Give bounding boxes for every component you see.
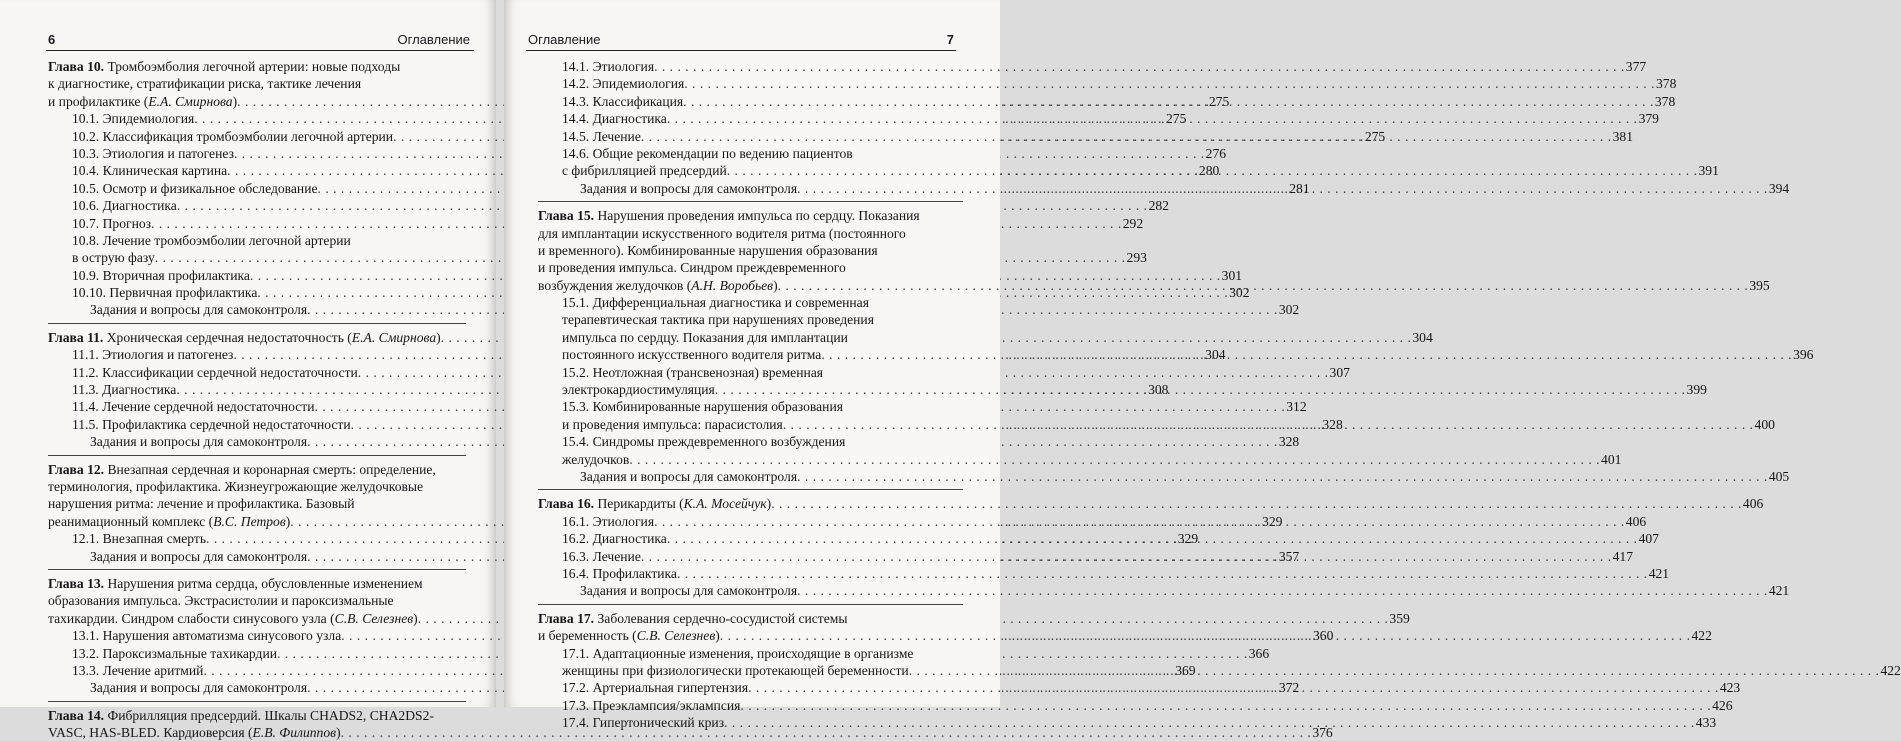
page-ref: 378 xyxy=(1654,93,1676,109)
entry-text xyxy=(72,364,358,381)
entry-title: и временного). Комбинированные нарушения образования xyxy=(538,242,878,258)
entry-title: 10.7. Прогноз xyxy=(72,215,152,231)
entry-title: 10.6. Диагностика xyxy=(72,198,177,214)
entry-title: 15.1. Дифференциальная диагностика и современная xyxy=(562,295,869,311)
entry-title: для имплантации искусственного водителя ритма (постоянного xyxy=(538,225,906,241)
entry-title: 10.8. Лечение тромбоэмболии легочной артерии xyxy=(72,232,351,248)
running-title: Оглавление xyxy=(528,32,601,47)
page-ref: 399 xyxy=(1686,382,1707,398)
entry-title: 17.4. Гипертонический криз xyxy=(562,715,725,731)
dot-leader xyxy=(727,162,1698,179)
closing-paren: ) xyxy=(232,93,238,109)
entry-text xyxy=(562,330,848,345)
toc-entry xyxy=(538,582,1790,599)
entry-title: Фибрилляция предсердий. Шкалы CHADS2, CHA2DS2- xyxy=(104,707,434,723)
entry-text xyxy=(90,548,307,565)
dot-leader xyxy=(683,93,1654,110)
entry-title: желудочков xyxy=(562,451,630,467)
author-name: С.В. Селезнев xyxy=(636,628,716,644)
page-ref: 395 xyxy=(1749,277,1770,293)
chapter-label: Глава 16. xyxy=(538,496,595,512)
entry-text xyxy=(562,162,727,179)
dot-leader xyxy=(771,495,1742,512)
entry-title: нарушения ритма: лечение и профилактика. Базовый xyxy=(48,496,355,512)
entry-text xyxy=(48,708,434,723)
entry-title: 10.10. Первичная профилактика xyxy=(72,285,258,301)
dot-leader xyxy=(909,662,1880,679)
entry-title: Задания и вопросы для самоконтроля xyxy=(90,548,308,564)
entry-title: 14.2. Эпидемиология xyxy=(562,76,685,92)
entry-title: 15.2. Неотложная (трансвенозная) временная xyxy=(562,364,824,380)
author-name: Е.В. Филиппов xyxy=(252,725,337,741)
entry-title: 11.4. Лечение сердечной недостаточности xyxy=(72,399,315,415)
entry-text xyxy=(72,128,393,145)
entry-title: 16.1. Этиология xyxy=(562,513,655,529)
page-ref: 329 xyxy=(1262,513,1283,529)
page-ref: 379 xyxy=(1638,111,1659,127)
entry-text xyxy=(562,93,683,110)
entry-title: Задания и вопросы для самоконтроля xyxy=(580,180,798,196)
entry-text xyxy=(562,128,641,145)
dot-leader xyxy=(715,381,1686,398)
chapter-heading-line xyxy=(538,259,963,276)
entry-text xyxy=(562,365,823,380)
page-ref: 329 xyxy=(1177,531,1199,547)
entry-text xyxy=(48,513,290,530)
entry-title: реанимационный комплекс ( xyxy=(48,513,214,529)
entry-text xyxy=(48,724,341,741)
chapter-label: Глава 10. xyxy=(48,59,105,74)
page-ref: 275 xyxy=(1165,111,1187,127)
toc-entry xyxy=(538,75,1677,92)
entry-title: 17.2. Артериальная гипертензия xyxy=(562,680,749,696)
page-ref: 426 xyxy=(1712,697,1733,713)
page-ref: 312 xyxy=(1286,399,1307,415)
entry-title: 10.9. Вторичная профилактика xyxy=(72,267,250,283)
entry-text xyxy=(72,215,151,232)
toc-entry xyxy=(538,58,1647,75)
entry-title: 13.2. Пароксизмальные тахикардии xyxy=(72,645,277,661)
entry-text xyxy=(538,277,778,294)
entry-text xyxy=(48,576,423,591)
chapter-label: Глава 15. xyxy=(538,208,595,224)
closing-paren: ) xyxy=(436,329,441,345)
entry-text xyxy=(72,530,206,547)
chapter-heading-line xyxy=(48,724,1333,741)
page-ref: 359 xyxy=(1389,610,1410,626)
page-ref: 360 xyxy=(1312,628,1334,644)
entry-title: 16.2. Диагностика xyxy=(562,531,667,547)
entry-title: 17.3. Преэклампсия/эклампсия xyxy=(562,697,741,713)
page-ref: 381 xyxy=(1612,128,1633,144)
author-name: В.С. Петров xyxy=(213,513,286,529)
dot-leader xyxy=(684,75,1655,92)
chapter-separator xyxy=(48,701,466,702)
page-ref: 407 xyxy=(1638,531,1659,547)
toc-entry xyxy=(538,433,963,450)
dot-leader xyxy=(667,110,1638,127)
chapter-heading-line xyxy=(48,478,466,495)
entry-text xyxy=(72,180,318,197)
entry-text xyxy=(72,267,250,284)
header-rule xyxy=(526,50,956,51)
page-ref: 376 xyxy=(1312,725,1333,741)
entry-text xyxy=(72,398,315,415)
entry-title: Хроническая сердечная недостаточность ( xyxy=(103,329,352,345)
entry-title: тахикардии. Синдром слабости синусового узла ( xyxy=(48,610,335,626)
dot-leader xyxy=(740,697,1711,714)
entry-title: 13.1. Нарушения автоматизма синусового узла xyxy=(72,628,342,644)
chapter-separator xyxy=(538,604,963,605)
entry-title: 11.2. Классификации сердечной недостаточности xyxy=(72,364,358,380)
entry-text xyxy=(538,243,878,258)
dot-leader xyxy=(654,58,1625,75)
entry-title: 16.4. Профилактика xyxy=(562,565,677,581)
chapter-separator xyxy=(48,323,466,324)
entry-title: Задания и вопросы для самоконтроля xyxy=(90,434,308,450)
chapter-heading-line xyxy=(48,495,466,512)
toc-entry xyxy=(538,311,963,328)
page-ref: 369 xyxy=(1175,662,1196,678)
entry-title: Тромбоэмболия легочной артерии: новые подходы xyxy=(104,59,401,74)
entry-text xyxy=(562,662,909,679)
dot-leader xyxy=(720,627,1691,644)
entry-text xyxy=(562,434,845,449)
entry-text xyxy=(48,593,394,608)
entry-text xyxy=(562,381,715,398)
toc-entry xyxy=(538,364,963,381)
entry-title: 10.1. Эпидемиология xyxy=(72,111,195,127)
entry-text xyxy=(562,346,821,363)
entry-title: женщины при физиологически протекающей беременности xyxy=(562,662,909,678)
entry-text xyxy=(562,312,874,327)
closing-paren: ) xyxy=(285,513,291,529)
entry-title: 10.4. Клиническая картина xyxy=(72,163,228,179)
entry-text xyxy=(538,260,846,275)
chapter-separator xyxy=(48,569,466,570)
entry-title: электрокардиостимуляция xyxy=(562,382,715,398)
entry-title: 11.3. Диагностика xyxy=(72,382,177,398)
page-ref: 304 xyxy=(1205,347,1226,363)
toc-entry xyxy=(538,565,1670,582)
entry-title: 15.3. Комбинированные нарушения образования xyxy=(562,399,843,415)
entry-title: к диагностике, стратификации риска, тактике лечения xyxy=(48,76,362,92)
entry-text xyxy=(562,416,783,433)
entry-title: 14.4. Диагностика xyxy=(562,111,667,127)
page-ref: 377 xyxy=(1625,59,1647,74)
toc-entry xyxy=(538,468,1790,485)
page-ref: 293 xyxy=(1126,250,1147,266)
page-ref: 304 xyxy=(1412,329,1433,345)
page-ref: 401 xyxy=(1601,451,1622,467)
page-ref: 422 xyxy=(1691,628,1712,644)
toc-entry xyxy=(538,398,963,415)
entry-title: 14.1. Этиология xyxy=(562,59,655,74)
entry-title: Перикардиты ( xyxy=(594,496,684,512)
toc-entry xyxy=(48,197,1169,214)
entry-title: и профилактике ( xyxy=(48,93,149,109)
entry-title: Заболевания сердечно-сосудистой системы xyxy=(594,610,848,626)
page-ref: 378 xyxy=(1655,76,1677,92)
author-name: Е.А. Смирнова xyxy=(148,93,233,109)
toc-entry xyxy=(538,714,1717,731)
chapter-heading xyxy=(48,707,466,724)
chapter-heading xyxy=(538,610,963,627)
entry-text xyxy=(580,468,797,485)
entry-title: 16.3. Лечение xyxy=(562,548,641,564)
entry-title: 10.2. Классификация тромбоэмболии легочной артерии xyxy=(72,128,394,144)
entry-text xyxy=(562,146,853,161)
page-ref: 282 xyxy=(1148,198,1169,214)
chapter-heading xyxy=(538,207,963,224)
entry-text xyxy=(562,58,654,75)
page-ref: 302 xyxy=(1229,285,1250,301)
closing-paren: ) xyxy=(413,610,418,626)
chapter-label: Глава 14. xyxy=(48,707,105,723)
header-rule xyxy=(46,50,474,51)
entry-text xyxy=(48,93,237,110)
closing-paren: ) xyxy=(766,496,772,512)
entry-text xyxy=(562,679,748,696)
entry-text xyxy=(538,208,920,223)
entry-text xyxy=(72,645,277,662)
page-ref: 328 xyxy=(1322,416,1343,432)
entry-text xyxy=(48,76,361,91)
page-ref: 391 xyxy=(1698,163,1719,179)
author-name: С.В. Селезнев xyxy=(334,610,414,626)
entry-text xyxy=(562,530,667,547)
entry-text xyxy=(562,295,869,310)
entry-title: с фибрилляцией предсердий xyxy=(562,163,727,179)
entry-text xyxy=(72,233,351,248)
dot-leader xyxy=(677,565,1648,582)
entry-text xyxy=(562,697,740,714)
entry-title: и проведения импульса: парасистолия xyxy=(562,416,783,432)
entry-text xyxy=(562,548,641,565)
toc-entry xyxy=(538,329,963,346)
entry-title: 14.5. Лечение xyxy=(562,128,641,144)
dot-leader xyxy=(629,451,1600,468)
toc-entry xyxy=(48,232,466,249)
entry-title: и беременность ( xyxy=(538,628,637,644)
entry-title: 14.6. Общие рекомендации по ведению пациентов xyxy=(562,145,853,161)
entry-text xyxy=(580,582,797,599)
chapter-heading-line xyxy=(48,592,466,609)
entry-text xyxy=(72,416,351,433)
entry-text xyxy=(562,451,629,468)
chapter-label: Глава 12. xyxy=(48,461,105,477)
chapter-separator xyxy=(538,489,963,490)
closing-paren: ) xyxy=(336,725,341,741)
entry-text xyxy=(72,249,155,266)
dot-leader xyxy=(641,548,1612,565)
page-ref: 406 xyxy=(1742,496,1764,512)
author-name: А.Н. Воробьев xyxy=(691,277,774,293)
dot-leader xyxy=(667,530,1638,547)
entry-text xyxy=(72,381,176,398)
page-ref: 357 xyxy=(1278,548,1300,564)
closing-paren: ) xyxy=(715,628,720,644)
entry-title: Внезапная сердечная и коронарная смерть: определение, xyxy=(104,461,436,477)
page-ref: 276 xyxy=(1205,145,1227,161)
entry-title: постоянного искусственного водителя ритма xyxy=(562,347,822,363)
page-ref: 307 xyxy=(1329,364,1350,380)
page-ref: 405 xyxy=(1768,468,1790,484)
entry-text xyxy=(562,110,667,127)
page-ref: 328 xyxy=(1278,434,1300,450)
entry-text xyxy=(48,329,441,346)
dot-leader xyxy=(748,679,1719,696)
dot-leader xyxy=(778,277,1749,294)
entry-title: Нарушения ритма сердца, обусловленные изменением xyxy=(104,575,423,591)
entry-text xyxy=(562,565,677,582)
chapter-heading xyxy=(48,58,466,75)
page-ref: 366 xyxy=(1248,645,1270,661)
entry-title: Задания и вопросы для самоконтроля xyxy=(90,680,308,696)
toc-entry xyxy=(538,645,963,662)
page-ref: 400 xyxy=(1754,416,1775,432)
page-ref: 372 xyxy=(1278,680,1300,696)
toc-entry xyxy=(538,451,1622,468)
page-ref: 301 xyxy=(1221,267,1243,283)
entry-title: 14.3. Классификация xyxy=(562,93,684,109)
toc-entry xyxy=(538,697,1733,714)
chapter-heading-line xyxy=(538,242,963,259)
entry-title: терминология, профилактика. Жизнеугрожающие желудочковые xyxy=(48,478,424,494)
author-name: Е.А. Смирнова xyxy=(351,329,437,345)
entry-text xyxy=(72,662,203,679)
entry-text xyxy=(562,399,843,414)
entry-text xyxy=(48,496,355,511)
chapter-separator xyxy=(48,455,466,456)
entry-text xyxy=(562,714,724,731)
dot-leader xyxy=(797,180,1768,197)
toc-entry xyxy=(538,294,963,311)
page-ref: 394 xyxy=(1768,180,1790,196)
entry-text xyxy=(72,197,177,214)
page-ref: 275 xyxy=(1208,93,1230,109)
page-ref: 422 xyxy=(1880,662,1901,678)
page-ref: 421 xyxy=(1648,565,1670,581)
entry-title: возбуждения желудочков ( xyxy=(538,277,692,293)
chapter-separator xyxy=(538,201,963,202)
entry-title: 10.3. Этиология и патогенез xyxy=(72,145,234,161)
page-ref: 292 xyxy=(1122,215,1144,231)
entry-title: образования импульса. Экстрасистолии и пароксизмальные xyxy=(48,593,394,609)
entry-title: в острую фазу xyxy=(72,250,155,266)
page-ref: 417 xyxy=(1612,548,1633,564)
entry-text xyxy=(538,627,720,644)
entry-text xyxy=(580,180,797,197)
entry-text xyxy=(538,226,906,241)
dot-leader xyxy=(821,346,1792,363)
entry-title: и проведения импульса. Синдром преждевременного xyxy=(538,260,846,276)
chapter-label: Глава 13. xyxy=(48,575,105,591)
entry-title: Задания и вопросы для самоконтроля xyxy=(90,302,308,318)
entry-text xyxy=(48,479,423,494)
running-title: Оглавление xyxy=(397,32,470,47)
entry-title: терапевтическая тактика при нарушениях проведения xyxy=(562,312,874,328)
page-ref: 308 xyxy=(1148,382,1169,398)
entry-title: Задания и вопросы для самоконтроля xyxy=(580,583,798,599)
entry-text xyxy=(90,301,307,318)
entry-text xyxy=(538,611,848,626)
page-ref: 281 xyxy=(1289,180,1310,196)
page-ref: 433 xyxy=(1695,715,1717,731)
page-number: 6 xyxy=(48,32,56,47)
entry-title: VASC, HAS-BLED. Кардиоверсия ( xyxy=(48,725,253,741)
chapter-heading xyxy=(48,575,466,592)
chapter-heading-line xyxy=(48,75,466,92)
entry-text xyxy=(72,110,194,127)
page-ref: 275 xyxy=(1364,128,1386,144)
page-ref: 280 xyxy=(1198,163,1220,179)
dot-leader xyxy=(783,416,1754,433)
dot-leader xyxy=(641,128,1612,145)
dot-leader xyxy=(724,714,1695,731)
entry-text xyxy=(48,59,400,74)
page-ref: 421 xyxy=(1768,583,1790,599)
dot-leader xyxy=(797,582,1768,599)
entry-text xyxy=(562,646,913,661)
chapter-heading-line xyxy=(538,225,963,242)
chapter-heading xyxy=(538,495,1764,512)
entry-text xyxy=(562,513,654,530)
entry-text xyxy=(90,679,307,696)
entry-title: импульса по сердцу. Показания для имплантации xyxy=(562,329,848,345)
entry-text xyxy=(90,433,307,450)
chapter-label: Глава 11. xyxy=(48,329,104,345)
entry-text xyxy=(538,495,771,512)
page-ref: 302 xyxy=(1278,302,1300,318)
entry-title: 17.1. Адаптационные изменения, происходящие в организме xyxy=(562,645,914,661)
entry-title: Задания и вопросы для самоконтроля xyxy=(580,468,798,484)
closing-paren: ) xyxy=(773,277,778,293)
entry-text xyxy=(72,162,227,179)
page-number: 7 xyxy=(946,32,954,47)
entry-title: Нарушения проведения импульса по сердцу. Показания xyxy=(594,208,920,224)
entry-title: 12.1. Внезапная смерть xyxy=(72,531,207,547)
entry-title: 10.5. Осмотр и физикальное обследование xyxy=(72,180,318,196)
entry-title: 13.3. Лечение аритмий xyxy=(72,662,204,678)
chapter-heading xyxy=(48,461,466,478)
toc-entry xyxy=(538,145,963,162)
page-ref: 406 xyxy=(1625,513,1647,529)
dot-leader xyxy=(797,468,1768,485)
author-name: К.А. Мосейчук xyxy=(683,496,767,512)
entry-text xyxy=(72,145,234,162)
entry-text xyxy=(48,462,436,477)
entry-title: 15.4. Синдромы преждевременного возбуждения xyxy=(562,434,846,450)
entry-text xyxy=(72,627,341,644)
entry-text xyxy=(562,75,684,92)
entry-text xyxy=(72,346,233,363)
dot-leader xyxy=(654,513,1625,530)
entry-title: 11.1. Этиология и патогенез xyxy=(72,347,234,363)
entry-text xyxy=(72,284,257,301)
chapter-label: Глава 17. xyxy=(538,610,595,626)
page-ref: 396 xyxy=(1793,347,1814,363)
entry-title: 11.5. Профилактика сердечной недостаточности xyxy=(72,416,351,432)
entry-text xyxy=(48,610,418,627)
page-ref: 423 xyxy=(1719,680,1741,696)
